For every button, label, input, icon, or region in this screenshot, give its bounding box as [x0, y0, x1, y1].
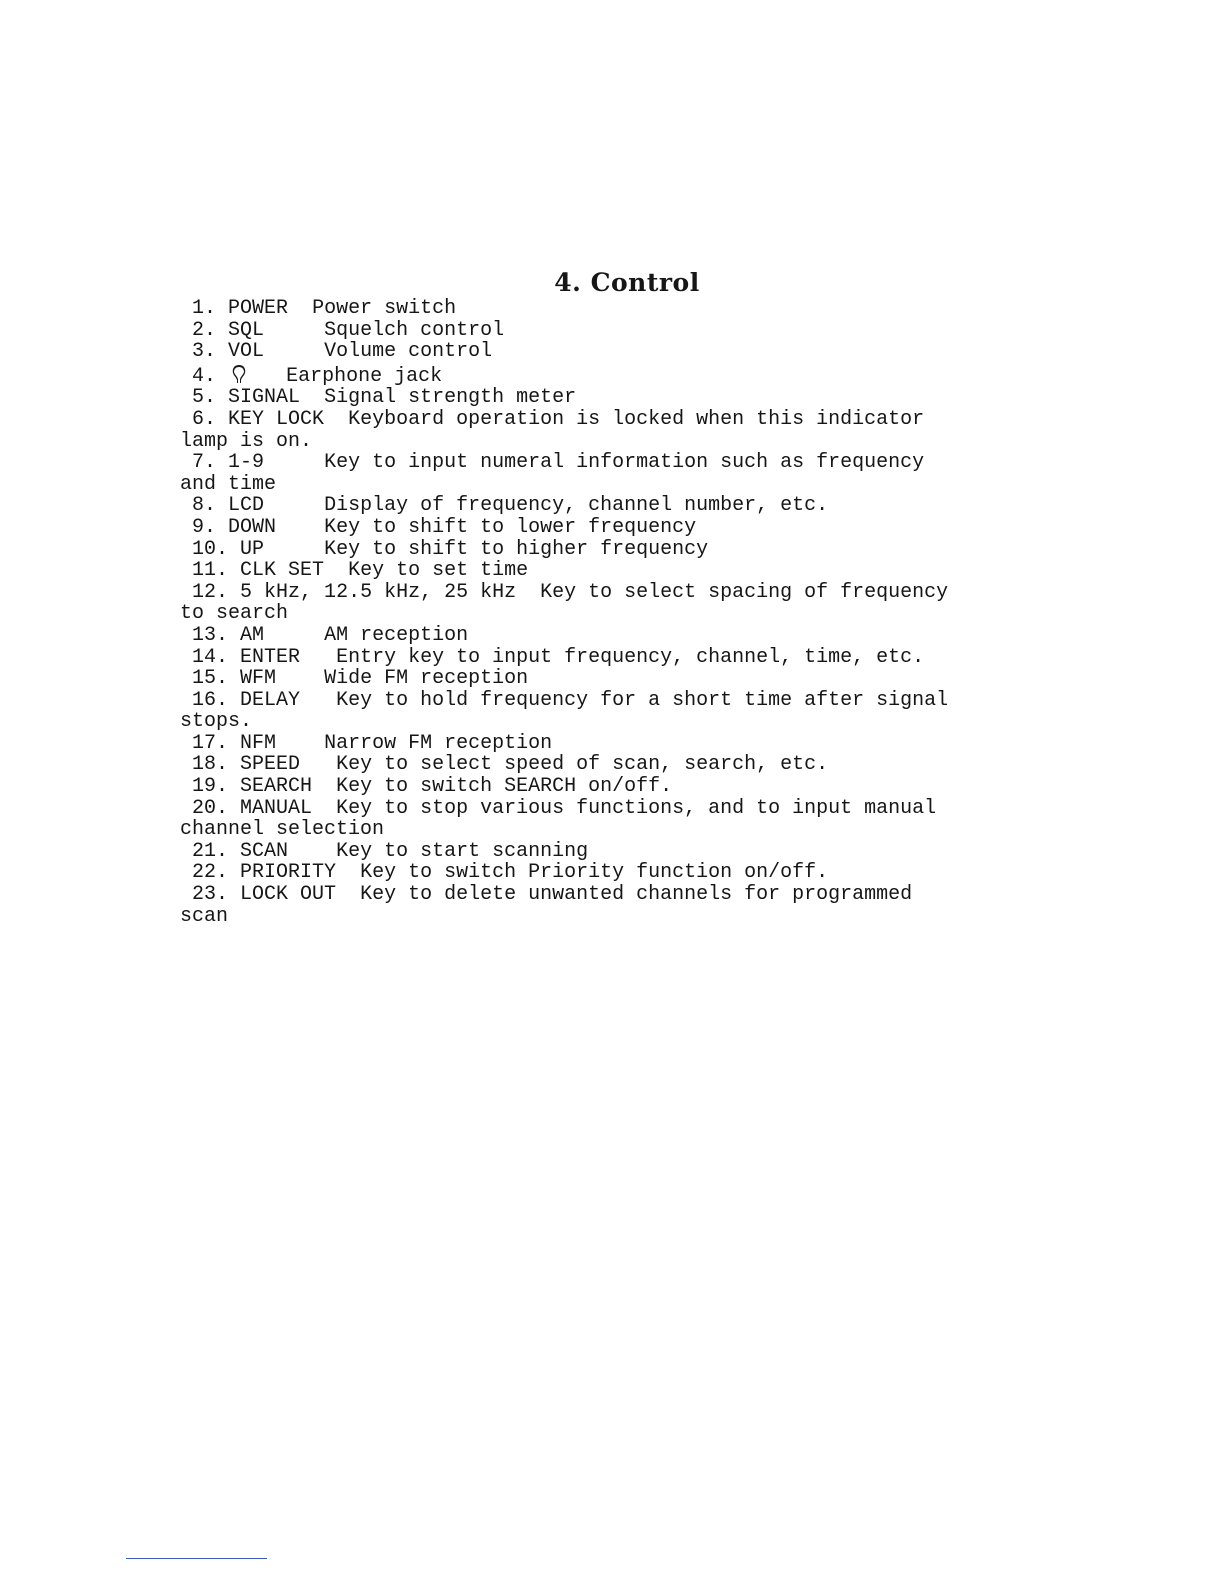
control-key-name: ENTER: [240, 645, 301, 669]
control-number: 9.: [192, 515, 217, 539]
control-description-continued: to search: [180, 602, 289, 626]
control-item-line: [180, 884, 1060, 906]
control-item: [180, 690, 1060, 733]
control-description: Key to switch Priority function on/off.: [360, 861, 829, 885]
control-key-name: SPEED: [240, 753, 301, 777]
control-list: [180, 298, 1060, 927]
control-item: [180, 733, 1060, 755]
control-key-name: KEY LOCK: [228, 407, 325, 431]
control-number: 7.: [192, 451, 217, 475]
control-item: [180, 582, 1060, 625]
control-number: 8.: [192, 494, 217, 518]
control-key-name: CLK SET: [240, 559, 325, 583]
control-key-name: PRIORITY: [240, 861, 337, 885]
control-key-name: SQL: [228, 318, 265, 342]
control-item: [180, 754, 1060, 776]
control-description: Key to input numeral information such as frequency: [324, 451, 925, 475]
control-item: [180, 495, 1060, 517]
control-number: 20.: [192, 796, 229, 820]
control-item-line: [180, 517, 1060, 539]
control-description: AM reception: [324, 623, 469, 647]
control-description: Earphone jack: [286, 364, 443, 388]
control-description: Keyboard operation is locked when this indicator: [348, 407, 925, 431]
control-item-line: [180, 363, 1060, 388]
earphone-icon: [228, 363, 250, 385]
control-item-line: [180, 690, 1060, 712]
control-number: 3.: [192, 340, 217, 364]
control-item: [180, 387, 1060, 409]
control-description: Key to select speed of scan, search, etc.: [336, 753, 829, 777]
control-number: 19.: [192, 775, 229, 799]
footnote-divider: [126, 1558, 267, 1559]
page-title: 4. Control: [554, 268, 700, 297]
control-description: Volume control: [324, 340, 493, 364]
control-number: 4.: [192, 364, 217, 388]
control-item: [180, 668, 1060, 690]
control-item-line: [180, 409, 1060, 431]
control-key-name: SCAN: [240, 839, 289, 863]
control-item-line: [180, 582, 1060, 604]
control-description-continued: channel selection: [180, 818, 385, 842]
control-item: [180, 647, 1060, 669]
control-number: 18.: [192, 753, 229, 777]
control-number: 1.: [192, 297, 217, 320]
control-key-name: LOCK OUT: [240, 883, 337, 907]
control-item: [180, 298, 1060, 320]
control-item-line: [180, 798, 1060, 820]
control-number: 14.: [192, 645, 229, 669]
control-item: [180, 363, 1060, 388]
control-item: [180, 884, 1060, 927]
control-description: Display of frequency, channel number, etc.: [324, 494, 829, 518]
control-item-line: [180, 754, 1060, 776]
control-item-line: [180, 776, 1060, 798]
control-item-line: [180, 341, 1060, 363]
control-item-line: [180, 560, 1060, 582]
control-item-line: [180, 539, 1060, 561]
control-number: 5.: [192, 386, 217, 410]
control-key-name: UP: [240, 537, 265, 561]
control-item-line: [180, 387, 1060, 409]
control-item-line: [180, 647, 1060, 669]
control-number: 15.: [192, 667, 229, 691]
control-number: 10.: [192, 537, 229, 561]
control-key-name: DELAY: [240, 688, 301, 712]
control-item-line: [180, 625, 1060, 647]
control-key-name: AM: [240, 623, 265, 647]
control-number: 2.: [192, 318, 217, 342]
control-key-name: MANUAL: [240, 796, 313, 820]
control-description: Wide FM reception: [324, 667, 529, 691]
control-number: 23.: [192, 883, 229, 907]
control-item: [180, 841, 1060, 863]
control-number: 13.: [192, 623, 229, 647]
control-key-name: POWER: [228, 297, 289, 320]
control-description: Squelch control: [324, 318, 505, 342]
control-description: Signal strength meter: [324, 386, 577, 410]
control-number: 22.: [192, 861, 229, 885]
control-key-name: WFM: [240, 667, 277, 691]
control-description: Key to shift to lower frequency: [324, 515, 697, 539]
control-item: [180, 452, 1060, 495]
control-key-name: 1-9: [228, 451, 265, 475]
control-number: 12.: [192, 580, 229, 604]
control-item: [180, 776, 1060, 798]
control-number: 11.: [192, 559, 229, 583]
control-description: Narrow FM reception: [324, 731, 553, 755]
control-description: Key to select spacing of frequency: [540, 580, 949, 604]
control-item-line: [180, 841, 1060, 863]
control-description: Key to hold frequency for a short time after signal: [336, 688, 949, 712]
control-description-continued: scan: [180, 904, 229, 928]
control-description-continued: and time: [180, 472, 277, 496]
control-item-line: [180, 733, 1060, 755]
control-description: Key to stop various functions, and to input manual: [336, 796, 937, 820]
control-key-name: VOL: [228, 340, 265, 364]
control-number: 17.: [192, 731, 229, 755]
control-description: Key to set time: [348, 559, 529, 583]
control-number: 16.: [192, 688, 229, 712]
control-key-name: LCD: [228, 494, 265, 518]
control-item-line: [180, 320, 1060, 342]
control-number: 21.: [192, 839, 229, 863]
control-item: [180, 539, 1060, 561]
control-item: [180, 625, 1060, 647]
control-item: [180, 560, 1060, 582]
control-description: Entry key to input frequency, channel, time, etc.: [336, 645, 925, 669]
control-item: [180, 798, 1060, 841]
control-item-line: [180, 452, 1060, 474]
control-description-continued: stops.: [180, 710, 253, 734]
control-item: [180, 862, 1060, 884]
control-item: [180, 409, 1060, 452]
control-item-line: [180, 298, 1060, 320]
control-number: 6.: [192, 407, 217, 431]
control-key-name: 5 kHz, 12.5 kHz, 25 kHz: [240, 580, 517, 604]
control-key-name: SEARCH: [240, 775, 313, 799]
control-description: Key to delete unwanted channels for programmed: [360, 883, 913, 907]
control-key-name: SIGNAL: [228, 386, 301, 410]
control-item: [180, 320, 1060, 342]
control-item: [180, 517, 1060, 539]
control-description-continued: lamp is on.: [180, 429, 313, 453]
control-item-line: [180, 668, 1060, 690]
control-key-name: NFM: [240, 731, 277, 755]
control-description: Key to start scanning: [336, 839, 589, 863]
control-item-line: [180, 495, 1060, 517]
control-item: [180, 341, 1060, 363]
control-key-name: DOWN: [228, 515, 277, 539]
control-item-line: [180, 862, 1060, 884]
control-description: Key to shift to higher frequency: [324, 537, 709, 561]
control-description: Key to switch SEARCH on/off.: [336, 775, 673, 799]
control-description: Power switch: [312, 297, 457, 320]
